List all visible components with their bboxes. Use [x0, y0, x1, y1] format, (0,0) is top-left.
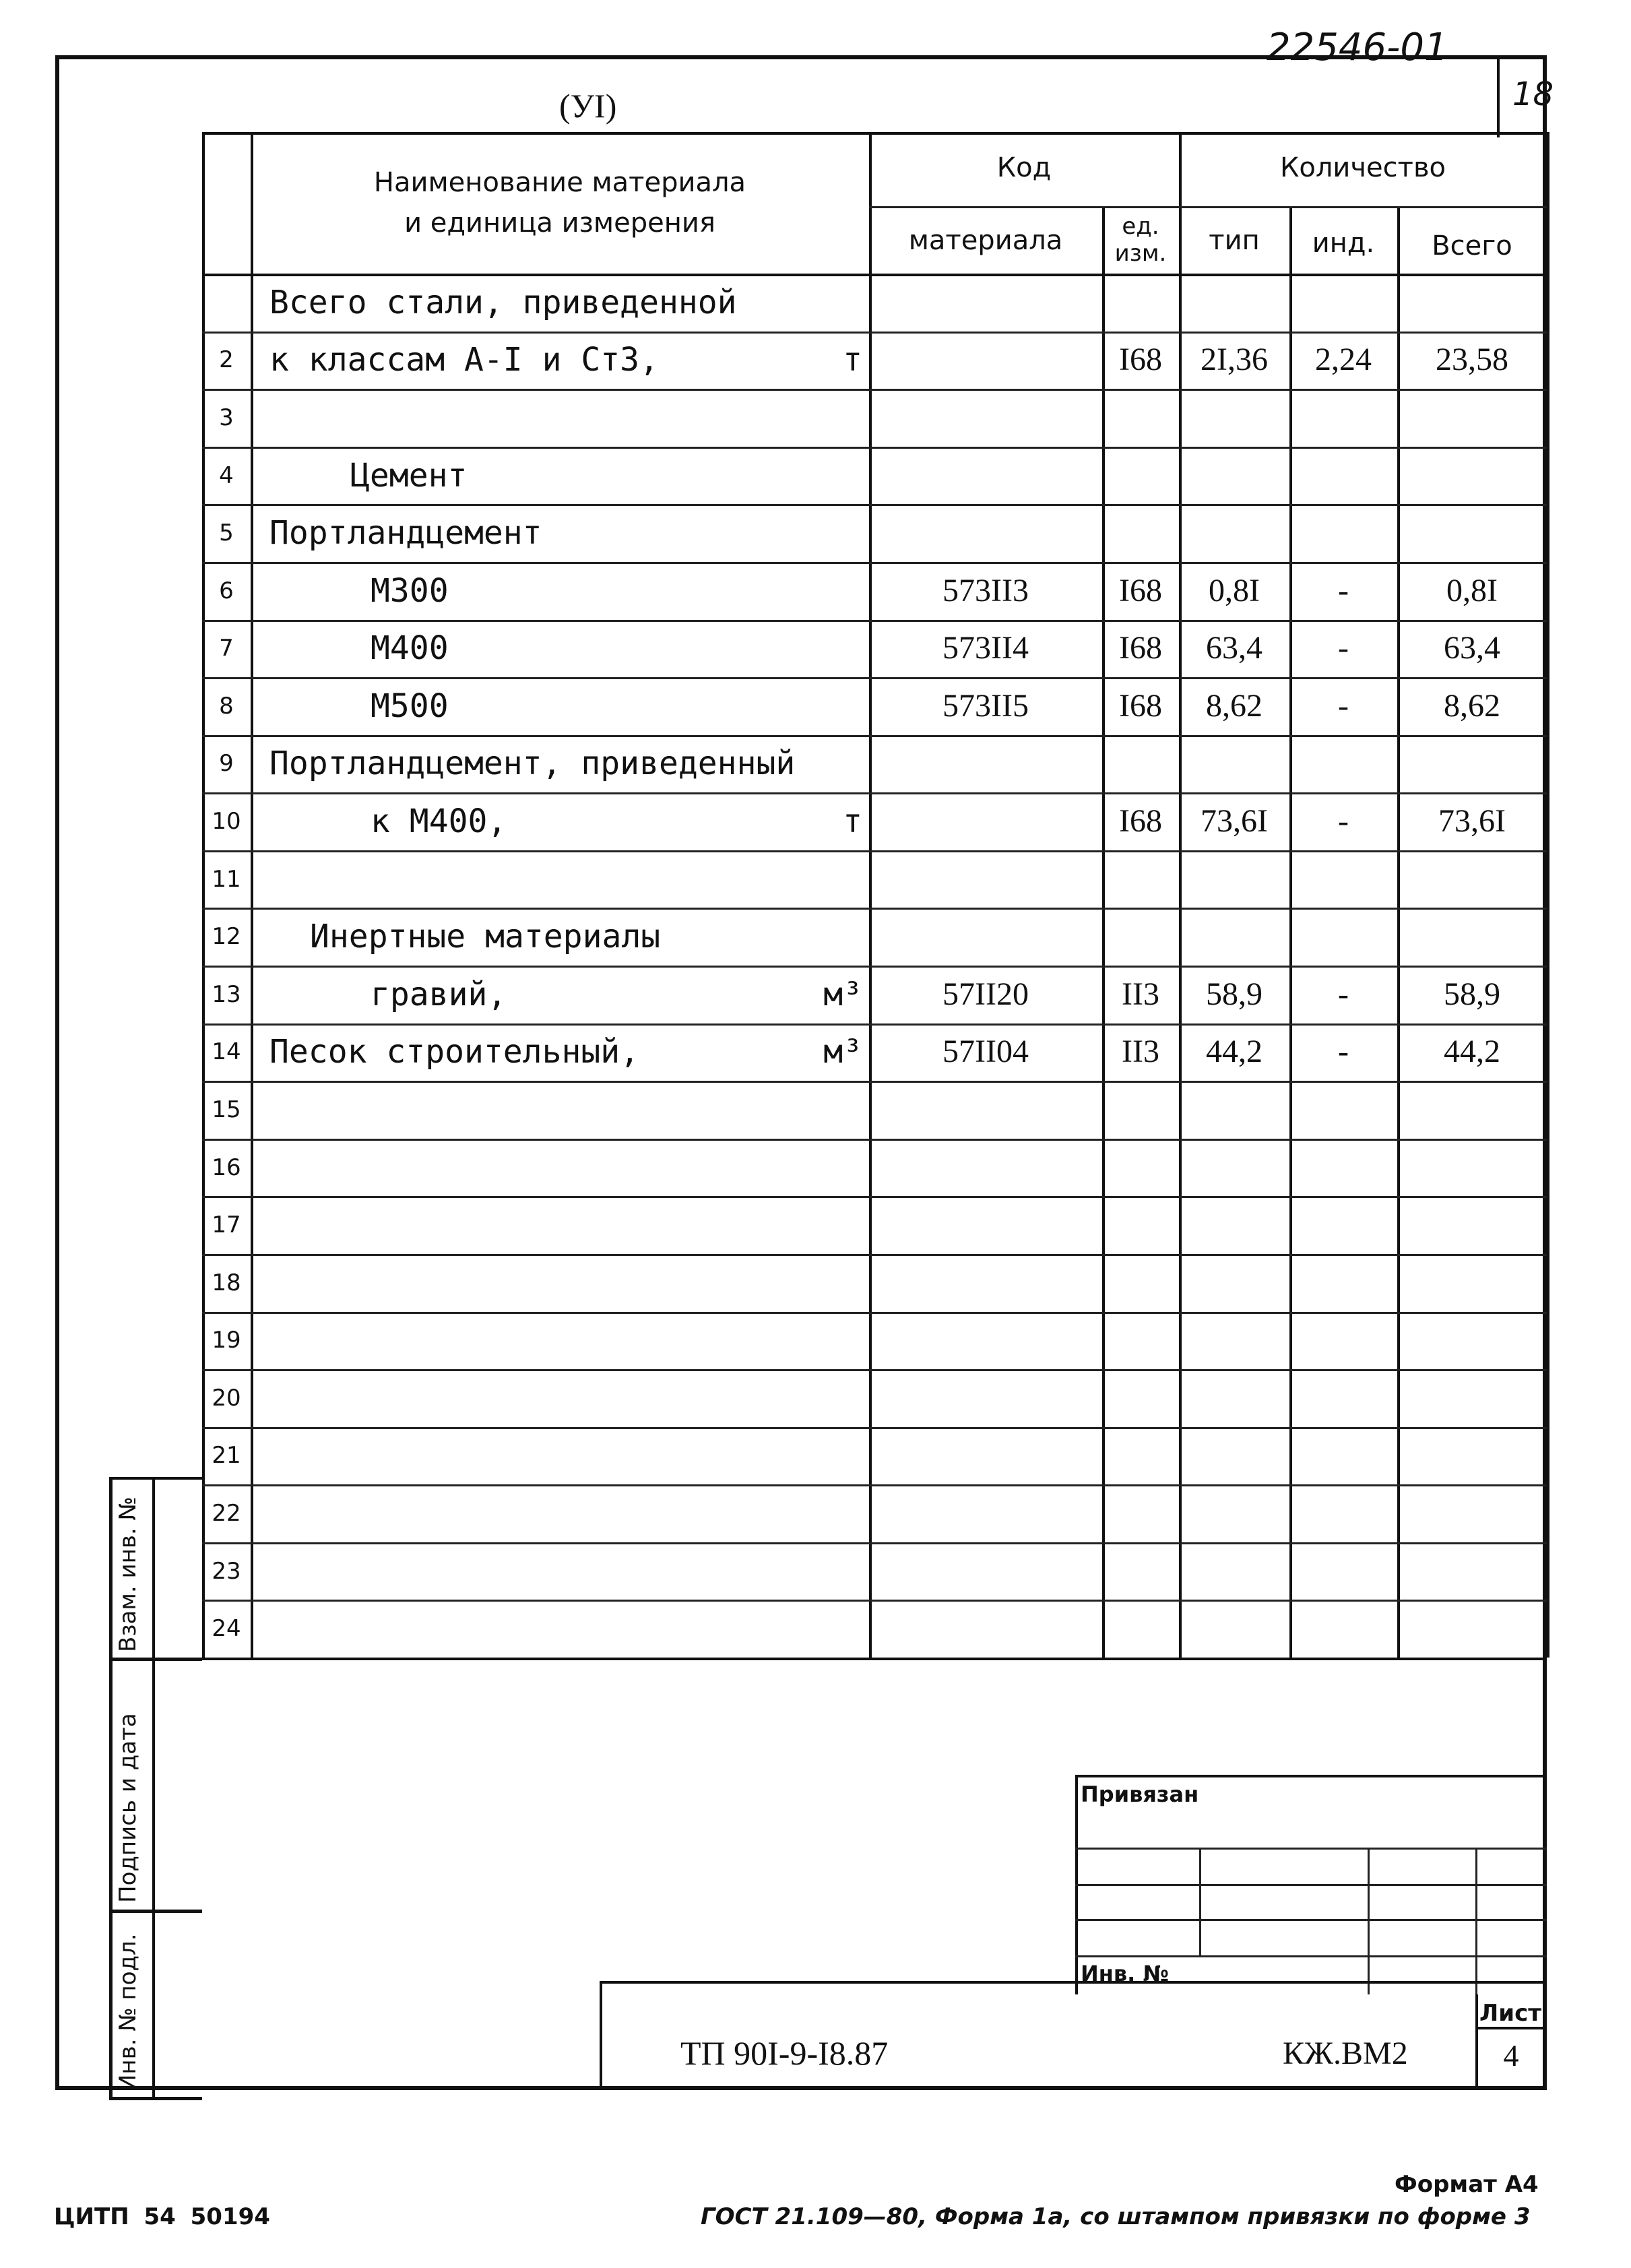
- header-code: Код: [996, 152, 1052, 183]
- material-code: 57II20: [942, 976, 1029, 1012]
- table-row: [202, 1139, 1547, 1197]
- header-unit-line1: ед.: [1122, 213, 1159, 240]
- qty-ind: 2,24: [1315, 342, 1372, 378]
- side-label-inv-podl: Инв. № подл.: [115, 1933, 141, 2091]
- material-name: Цемент: [350, 456, 468, 495]
- material-code: 573II4: [942, 630, 1029, 666]
- qty-type: 8,62: [1206, 687, 1262, 724]
- table-row: [202, 1369, 1547, 1427]
- material-name: Песок строительный,: [269, 1033, 640, 1071]
- unit-code: I68: [1119, 687, 1162, 724]
- table-row: [202, 908, 1547, 966]
- table-row: [202, 1312, 1547, 1370]
- material-code: 573II5: [942, 687, 1029, 724]
- table-row: [202, 389, 1547, 447]
- table-right-border: [1547, 132, 1549, 1658]
- sheet-corner-number: 18: [1512, 75, 1554, 113]
- header-name-line2: и единица измерения: [404, 208, 715, 239]
- unit-code: I68: [1119, 803, 1162, 840]
- table-row: [202, 504, 1547, 562]
- row-number: 2: [219, 346, 234, 374]
- row-number: 23: [212, 1557, 241, 1585]
- doc-mark: КЖ.ВМ2: [1283, 2036, 1408, 2071]
- material-name: к классам А-I и Ст3,: [269, 341, 659, 379]
- footer-left-code: ЦИТП 54 50194: [54, 2203, 270, 2230]
- row-number: 19: [212, 1327, 241, 1354]
- unit-code: I68: [1119, 630, 1162, 666]
- table-row: [202, 966, 1547, 1023]
- table-row: [202, 447, 1547, 505]
- row-number: 13: [212, 980, 241, 1008]
- qty-ind: -: [1338, 630, 1349, 666]
- row-number: 24: [212, 1615, 241, 1643]
- side-stamp: [109, 1477, 202, 2100]
- unit-code: II3: [1122, 1034, 1159, 1070]
- side-stamp-outer-left: [109, 1477, 113, 2100]
- material-name: Инертные материалы: [310, 918, 661, 956]
- qty-total: 63,4: [1444, 630, 1500, 666]
- row-number: 22: [212, 1500, 241, 1527]
- table-row: [202, 1542, 1547, 1600]
- row-number: 12: [212, 923, 241, 951]
- title-block: [600, 1981, 1547, 2089]
- table-row: [202, 1081, 1547, 1139]
- row-number: 6: [219, 577, 234, 604]
- binding-stamp-col-3: [1475, 1848, 1477, 1994]
- qty-ind: -: [1338, 687, 1349, 724]
- qty-total: 8,62: [1444, 687, 1500, 724]
- row-number: 3: [219, 404, 234, 431]
- table-row: [202, 1484, 1547, 1542]
- header-q-ind: инд.: [1312, 228, 1375, 259]
- side-label-vzam: Взам. инв. №: [115, 1497, 141, 1652]
- table-row: [202, 735, 1547, 793]
- unit-symbol: м³: [823, 1033, 862, 1071]
- side-stamp-divider-2: [109, 1910, 202, 1913]
- material-name: Всего стали, приведенной: [269, 283, 737, 321]
- table-row: [202, 332, 1547, 389]
- qty-total: 73,6I: [1438, 803, 1506, 840]
- qty-type: 0,8I: [1209, 572, 1260, 608]
- side-stamp-top: [109, 1477, 202, 1480]
- format-label: Формат А4: [1395, 2171, 1539, 2198]
- table-row: [202, 1427, 1547, 1485]
- list-value: 4: [1503, 2038, 1519, 2073]
- row-number: 7: [219, 635, 234, 662]
- material-name: М500: [371, 687, 449, 725]
- qty-total: 23,58: [1436, 342, 1508, 378]
- side-stamp-divider-1: [109, 1658, 202, 1661]
- qty-type: 63,4: [1206, 630, 1262, 666]
- header-q-type: тип: [1209, 225, 1260, 256]
- header-name-line1: Наименование материала: [373, 167, 746, 198]
- list-label: Лист: [1479, 2000, 1541, 2027]
- row-number: 20: [212, 1384, 241, 1412]
- unit-code: I68: [1119, 572, 1162, 608]
- qty-type: 2I,36: [1201, 342, 1268, 378]
- binding-stamp: [1075, 1775, 1547, 1994]
- inv-no-label: Инв. №: [1081, 1961, 1169, 1986]
- material-name: к М400,: [371, 802, 507, 841]
- doc-code: ТП 90I-9-I8.87: [680, 2034, 889, 2072]
- qty-ind: -: [1338, 572, 1349, 608]
- binding-stamp-top: [1075, 1775, 1547, 1777]
- row-number: 9: [219, 750, 234, 778]
- row-number: 15: [212, 1096, 241, 1123]
- qty-ind: -: [1338, 976, 1349, 1012]
- table-row: [202, 792, 1547, 850]
- table-row: [202, 850, 1547, 908]
- row-number: 17: [212, 1211, 241, 1239]
- table-row: [202, 1023, 1547, 1081]
- qty-total: 0,8I: [1446, 572, 1498, 608]
- row-number: 4: [219, 462, 234, 489]
- binding-stamp-col-1: [1199, 1848, 1201, 1955]
- table-row: [202, 677, 1547, 735]
- section-label: (УI): [559, 87, 617, 125]
- binding-stamp-col-2: [1368, 1848, 1370, 1994]
- row-number: 14: [212, 1038, 241, 1066]
- unit-symbol: т: [843, 802, 862, 841]
- material-name: Портландцемент, приведенный: [269, 745, 796, 783]
- header-q-total: Всего: [1432, 230, 1512, 261]
- unit-symbol: м³: [823, 975, 862, 1013]
- corner-box-divider: [1497, 58, 1500, 137]
- unit-code: II3: [1122, 976, 1159, 1012]
- privyazan-label: Привязан: [1081, 1782, 1199, 1807]
- material-name: М300: [371, 571, 449, 610]
- material-name: М400: [371, 629, 449, 668]
- qty-total: 44,2: [1444, 1034, 1500, 1070]
- qty-type: 58,9: [1206, 976, 1262, 1012]
- document-number: 22546-01: [1267, 26, 1448, 69]
- table-bottom-border: [202, 1658, 1547, 1660]
- table-row: [202, 1254, 1547, 1312]
- qty-ind: -: [1338, 1034, 1349, 1070]
- title-block-top: [600, 1981, 1547, 1984]
- unit-code: I68: [1119, 342, 1162, 378]
- unit-symbol: т: [843, 341, 862, 379]
- title-block-left: [600, 1981, 602, 2089]
- qty-type: 73,6I: [1201, 803, 1268, 840]
- material-code: 57II04: [942, 1034, 1029, 1070]
- table-row: [202, 1196, 1547, 1254]
- table-row: [202, 562, 1547, 620]
- gost-note: ГОСТ 21.109—80, Форма 1а, со штампом привязки по форме 3: [701, 2203, 1531, 2230]
- row-number: 10: [212, 808, 241, 836]
- title-block-list-line: [1475, 2027, 1547, 2029]
- row-number: 8: [219, 692, 234, 720]
- material-name: Портландцемент: [269, 514, 542, 553]
- row-number: 18: [212, 1269, 241, 1296]
- row-number: 5: [219, 519, 234, 547]
- table-top-border: [202, 132, 1547, 135]
- qty-type: 44,2: [1206, 1034, 1262, 1070]
- header-subline: [869, 206, 1547, 208]
- material-name: гравий,: [371, 975, 507, 1013]
- header-quantity: Количество: [1279, 152, 1446, 183]
- header-code-material: материала: [908, 225, 1063, 256]
- header-unit-line2: изм.: [1114, 240, 1167, 267]
- qty-total: 58,9: [1444, 976, 1500, 1012]
- material-code: 573II3: [942, 572, 1029, 608]
- side-stamp-inner-line: [152, 1477, 155, 2100]
- qty-ind: -: [1338, 803, 1349, 840]
- row-number: 21: [212, 1442, 241, 1470]
- row-number: 16: [212, 1154, 241, 1181]
- table-row: [202, 1600, 1547, 1658]
- table-row: [202, 620, 1547, 678]
- side-label-podpis: Подпись и дата: [115, 1713, 141, 1903]
- table-row: [202, 274, 1547, 332]
- side-stamp-bottom: [109, 2097, 202, 2100]
- row-number: 11: [212, 865, 241, 893]
